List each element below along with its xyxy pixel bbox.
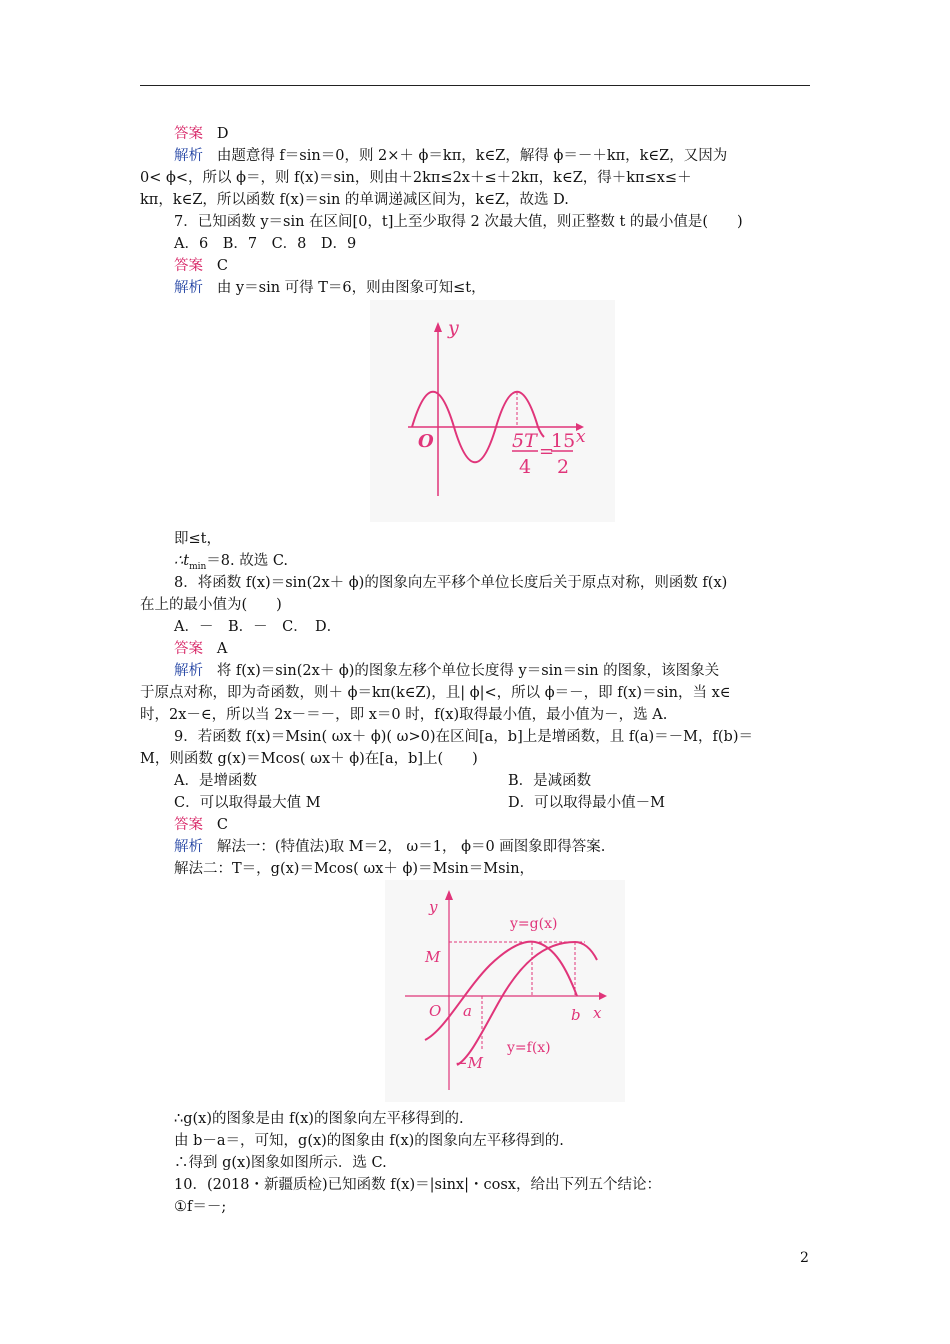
figure-background (370, 300, 615, 522)
answer-value: C (216, 258, 228, 274)
conclusion-rest: ＝8. 故选 C. (206, 553, 289, 569)
text-line: 即≤t， (174, 531, 221, 547)
text-line: ∴得到 g(x)图象如图所示．选 C. (174, 1155, 387, 1171)
y-label: y (429, 898, 438, 916)
answer-tag: 答案 (174, 126, 203, 142)
origin-label: O (418, 431, 434, 452)
origin-label: O (429, 1002, 442, 1020)
equals-sign: = (539, 441, 555, 462)
frac-15-numerator: 15 (551, 430, 576, 452)
question-7: 7．已知函数 y＝sin 在区间[0，t]上至少取得 2 次最大值，则正整数 t 的最小值是( ) (174, 214, 743, 230)
analysis-tag: 解析 (174, 280, 203, 296)
analysis-line-6 (174, 146, 727, 166)
question-8-options: A．－ B．－ C． D． (174, 619, 342, 635)
text-line: kπ，k∈Z，所以函数 f(x)＝sin 的单调递减区间为，k∈Z，故选 D. (140, 192, 569, 208)
conclusion-1: ①f＝－; (174, 1199, 227, 1215)
analysis-tag: 解析 (174, 839, 203, 855)
f-curve-label: y=f(x) (507, 1040, 551, 1056)
answer-line-7 (174, 256, 228, 276)
text-line: 0< ϕ<，所以 ϕ＝，则 f(x)＝sin，则由＋2kπ≤2x＋≤＋2kπ，k∈Z，得＋kπ≤x≤＋ (140, 170, 692, 186)
answer-line-9 (174, 815, 228, 835)
answer-value: A (216, 641, 228, 657)
answer-line-6 (174, 124, 228, 144)
question-10: 10．(2018・新疆质检)已知函数 f(x)＝|sinx|・cosx，给出下列五个结论： (174, 1177, 661, 1193)
question-9: 9．若函数 f(x)＝Msin( ωx＋ ϕ)( ω>0)在区间[a，b]上是增函数，且 f(a)＝－M，f(b)＝ (174, 729, 753, 745)
option-a: A．是增函数 (174, 773, 257, 789)
option-d: D．可以取得最小值－M (508, 795, 665, 811)
answer-value: D (216, 126, 229, 142)
b-label: b (571, 1006, 581, 1024)
header-rule (140, 85, 810, 86)
text-line: 时，2x－∈，所以当 2x－＝－，即 x＝0 时，f(x)取得最小值，最小值为－，选 A. (140, 707, 668, 723)
analysis-line-9 (174, 837, 605, 857)
option-c: C．可以取得最大值 M (174, 795, 321, 811)
page-number: 2 (800, 1250, 809, 1266)
text-line: 解法二：T＝，g(x)＝Mcos( ωx＋ ϕ)＝Msin＝Msin， (174, 861, 535, 877)
frac-15-denominator: 2 (557, 456, 570, 478)
answer-tag: 答案 (174, 258, 203, 274)
text-line: 于原点对称，即为奇函数，则＋ ϕ＝kπ(k∈Z)，且| ϕ|<，所以 ϕ＝－，即 f(x)＝sin，当 x∈ (140, 685, 731, 701)
therefore-t: ∴t (174, 553, 190, 569)
subscript-min: min (189, 561, 207, 572)
M-label: M (425, 948, 441, 966)
sine-graph-svg (370, 300, 615, 522)
text-line: ∴g(x)的图象是由 f(x)的图象向左平移得到的. (174, 1111, 464, 1127)
analysis-line-7 (174, 278, 486, 298)
text-line: 在上的最小值为( ) (140, 597, 282, 613)
analysis-text: 解法一：(特值法)取 M＝2， ω＝1， ϕ＝0 画图象即得答案. (216, 839, 606, 855)
g-curve-label: y=g(x) (510, 916, 558, 932)
question-8: 8．将函数 f(x)＝sin(2x＋ ϕ)的图象向左平移个单位长度后关于原点对称，则函数 f(x) (174, 575, 728, 591)
sine-graph-figure (370, 300, 615, 522)
frac-5T-denominator: 4 (519, 456, 532, 478)
answer-line-8 (174, 639, 227, 659)
frac-5T-numerator: 5T (512, 430, 537, 452)
text-line: M，则函数 g(x)＝Mcos( ωx＋ ϕ)在[a，b]上( ) (140, 751, 478, 767)
analysis-line-8 (174, 661, 719, 681)
fg-graph-figure (385, 880, 625, 1102)
answer-tag: 答案 (174, 641, 203, 657)
answer-value: C (216, 817, 228, 833)
neg-M-label: −M (455, 1054, 483, 1072)
option-b: B．是减函数 (508, 773, 592, 789)
x-label: x (593, 1004, 602, 1022)
a-label: a (463, 1002, 472, 1020)
question-7-options: A．6 B．7 C．8 D．9 (174, 236, 357, 252)
text-line: 由 b－a＝，可知，g(x)的图象由 f(x)的图象向左平移得到的. (174, 1133, 564, 1149)
analysis-text: 由题意得 f＝sin＝0，则 2×＋ ϕ＝kπ，k∈Z，解得 ϕ＝－＋kπ，k∈Z，又因为 (216, 148, 728, 164)
analysis-text: 由 y＝sin 可得 T＝6，则由图象可知≤t， (216, 280, 486, 296)
analysis-text: 将 f(x)＝sin(2x＋ ϕ)的图象左移个单位长度得 y＝sin＝sin 的图象，该图象关 (216, 663, 720, 679)
analysis-tag: 解析 (174, 663, 203, 679)
x-label: x (576, 427, 586, 447)
fg-graph-svg (385, 880, 625, 1102)
y-label: y (448, 317, 459, 339)
answer-tag: 答案 (174, 817, 203, 833)
analysis-tag: 解析 (174, 148, 203, 164)
